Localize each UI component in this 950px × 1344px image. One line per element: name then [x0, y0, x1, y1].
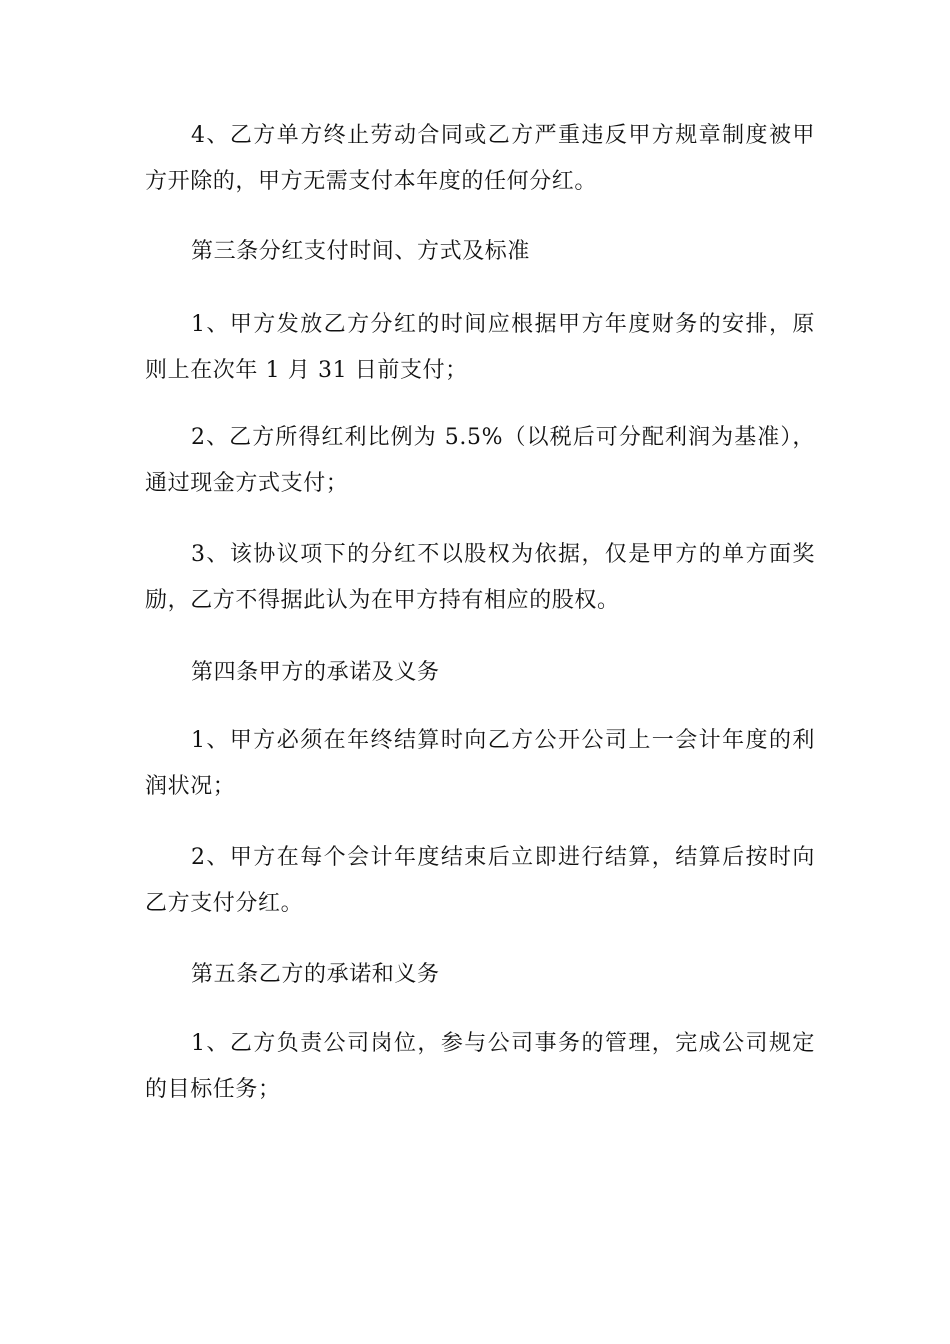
article-3-item-3: 3、该协议项下的分红不以股权为依据，仅是甲方的单方面奖励，乙方不得据此认为在甲方持有相应的股权。	[145, 542, 815, 613]
article-3-item-2: 2、乙方所得红利比例为 5.5%（以税后可分配利润为基准），通过现金方式支付；	[145, 425, 815, 496]
article-4-item-1: 1、甲方必须在年终结算时向乙方公开公司上一会计年度的利润状况；	[145, 728, 815, 799]
article-3-item-1: 1、甲方发放乙方分红的时间应根据甲方年度财务的安排，原则上在次年 1 月 31 日前支付；	[145, 312, 815, 383]
article-5-heading: 第五条乙方的承诺和义务	[191, 962, 440, 987]
article-5-item-1: 1、乙方负责公司岗位，参与公司事务的管理，完成公司规定的目标任务；	[145, 1031, 815, 1102]
article-3-heading: 第三条分红支付时间、方式及标准	[191, 239, 531, 264]
article-4-item-2: 2、甲方在每个会计年度结束后立即进行结算，结算后按时向乙方支付分红。	[145, 845, 815, 916]
clause-2-item-4: 4、乙方单方终止劳动合同或乙方严重违反甲方规章制度被甲方开除的，甲方无需支付本年度的任何分红。	[145, 123, 815, 194]
article-4-heading: 第四条甲方的承诺及义务	[191, 660, 440, 685]
